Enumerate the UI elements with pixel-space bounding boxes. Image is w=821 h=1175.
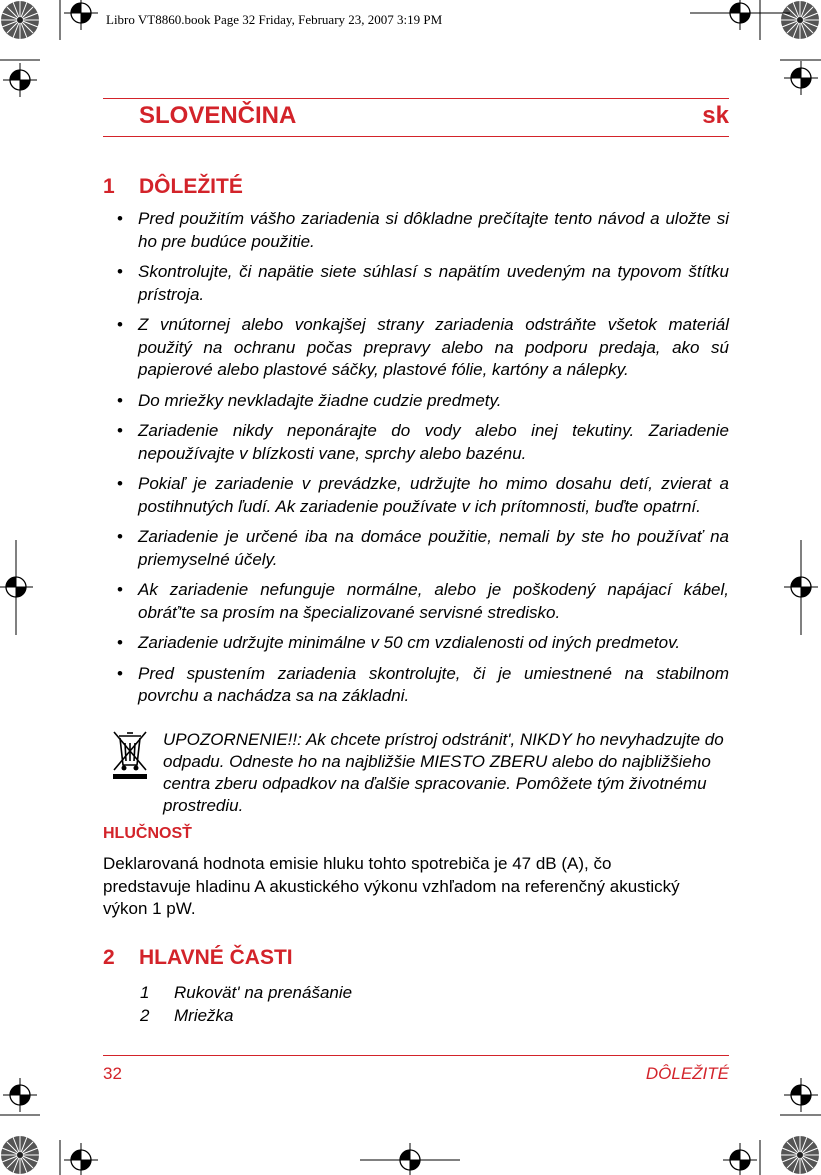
page-number: 32 — [103, 1064, 122, 1083]
part-number: 1 — [140, 983, 150, 1002]
footer-rule — [103, 1055, 729, 1056]
registration-star-icon — [1, 1, 39, 39]
section-1-title: DÔLEŽITÉ — [139, 175, 243, 198]
registration-star-icon — [781, 1136, 819, 1174]
crosshair-icon — [784, 1078, 818, 1112]
list-item: • Ak zariadenie nefunguje normálne, alebo je poškodený napájací kábel, obráť'te sa prosím na špecializované servisné stredisko. — [117, 580, 729, 622]
list-item: • Do mriežky nevkladajte žiadne cudzie predmety. — [103, 390, 729, 413]
crosshair-icon — [64, 0, 98, 30]
list-item: • Skontrolujte, či napätie siete súhlasí s napätím uvedeným na typovom štítku prístroja. — [117, 262, 729, 304]
bullet: • — [117, 527, 123, 546]
header-bottom-rule — [103, 136, 729, 137]
crosshair-icon — [784, 61, 818, 95]
section-1-number: 1 — [103, 175, 115, 198]
crosshair-icon — [3, 63, 37, 97]
language-title: SLOVENČINA — [139, 102, 297, 129]
list-item: • Zariadenie je určené iba na domáce použitie, nemali by ste ho používať na priemyselné účely. — [117, 527, 729, 569]
bullet: • — [117, 209, 123, 228]
crossed-bin-icon — [110, 729, 150, 781]
bullet: • — [117, 390, 123, 410]
footer-section-title: DÔLEŽITÉ — [645, 1064, 729, 1083]
list-item: • Pred použitím vášho zariadenia si dôkladne prečítajte tento návod a uložte si ho pre budúce použitie. — [117, 209, 729, 251]
bullet: • — [117, 262, 123, 281]
bullet: • — [117, 474, 123, 493]
section-2-number: 2 — [103, 946, 115, 969]
part-number: 2 — [140, 1005, 150, 1025]
header-top-rule — [103, 98, 729, 99]
registration-star-icon — [1, 1136, 39, 1174]
crosshair-icon — [393, 1143, 427, 1175]
noise-paragraph: Deklarovaná hodnota emisie hluku tohto spotrebiča je 47 dB (A), čo predstavuje hladinu A akustického výkonu vzhľadom na referenčný akustický výkon 1 pW. — [103, 854, 680, 918]
list-item: • Zariadenie nikdy neponárajte do vody alebo inej tekutiny. Zariadenie nepoužívajte v blízkosti vane, sprchy alebo bazénu. — [117, 421, 729, 463]
parts-list — [140, 982, 352, 1027]
section-2-title: HLAVNÉ ČASTI — [139, 946, 293, 969]
bullet: • — [117, 580, 123, 599]
bullet: • — [117, 315, 123, 334]
list-item: • Z vnútornej alebo vonkajšej strany zariadenia odstráňte všetok materiál použitý na ochranu počas prepravy alebo na podporu predaja, ako sú papierové alebo plastové sáčky, plastové fólie, kartóny a nálepky. — [117, 315, 729, 379]
list-item: • Pokiaľ je zariadenie v prevádzke, udržujte ho mimo dosahu detí, zvierat a postihnutých ľudí. Ak zariadenie používate v ich prítomnosti, buďte opatrní. — [117, 474, 729, 516]
bullet: • — [117, 663, 123, 683]
list-item — [140, 982, 352, 1005]
language-code: sk — [702, 102, 729, 129]
bullet: • — [117, 421, 123, 440]
bullet: • — [117, 633, 123, 652]
print-info: Libro VT8860.book Page 32 Friday, February 23, 2007 3:19 PM — [106, 12, 443, 27]
crosshair-icon — [3, 1078, 37, 1112]
crosshair-icon — [64, 1143, 98, 1175]
part-label: Mriežka — [174, 1005, 234, 1025]
part-label: Rukovät' na prenášanie — [174, 983, 353, 1002]
list-item: • Zariadenie udržujte minimálne v 50 cm vzdialenosti od iných predmetov. — [103, 632, 729, 655]
crosshair-icon — [723, 1143, 757, 1175]
disposal-warning: UPOZORNENIE!!: Ak chcete prístroj odstránit', NIKDY ho nevyhadzujte do odpadu. Odneste ho na najbližšie MIESTO ZBERU alebo do najbližšieho centra zberu odpadkov na ďalšie spracovanie. Pomôžete tým životnému prostrediu. — [163, 730, 724, 815]
registration-star-icon — [781, 1, 819, 39]
safety-instructions-list — [103, 208, 729, 716]
list-item — [140, 1005, 352, 1028]
noise-heading: HLUČNOSŤ — [103, 825, 192, 842]
crosshair-icon — [723, 0, 757, 30]
list-item: • Pred spustením zariadenia skontrolujte, či je umiestnené na stabilnom povrchu a nachádza sa na základni. — [117, 663, 729, 705]
